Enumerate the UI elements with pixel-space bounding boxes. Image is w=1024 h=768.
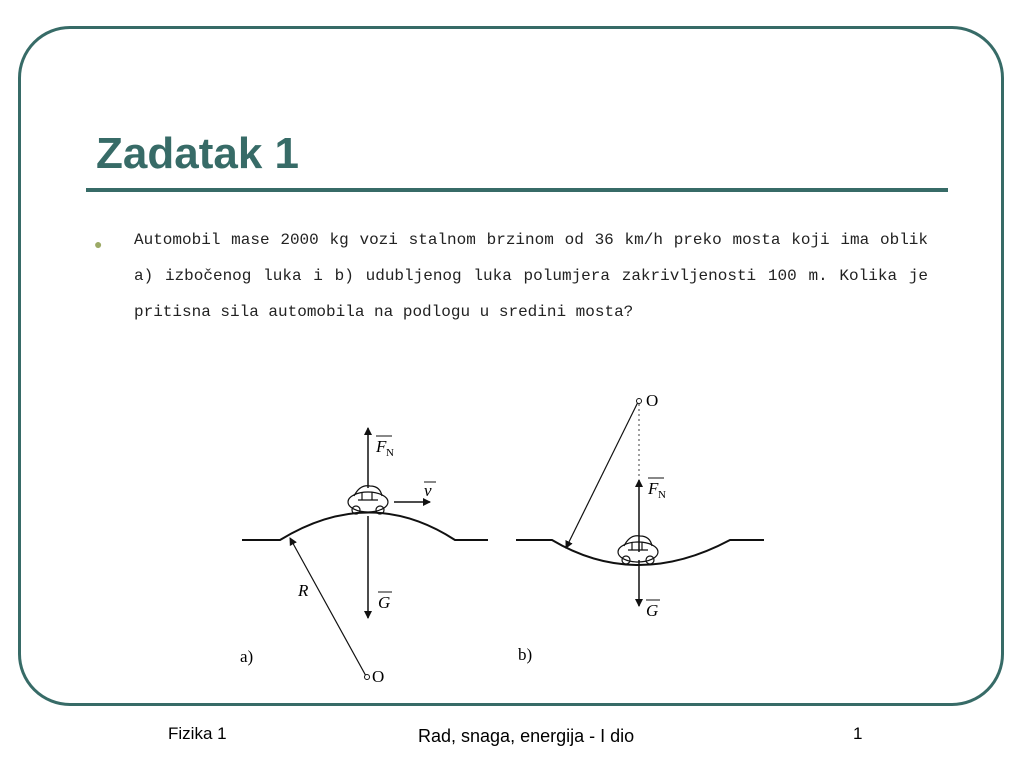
panel-a — [240, 428, 488, 686]
panel-label-b: b) — [518, 645, 533, 664]
panel-b — [516, 391, 764, 664]
convex-bridge-road — [242, 513, 488, 541]
slide-title: Zadatak 1 — [96, 129, 299, 178]
center-label-a: O — [372, 667, 385, 686]
weight-label-a: G — [378, 593, 391, 612]
normal-force-label-a: F — [376, 437, 387, 456]
footer-course: Fizika 1 — [168, 724, 227, 743]
panel-label-a: a) — [240, 647, 254, 666]
radius-line-a — [290, 538, 366, 676]
radius-line-b — [566, 402, 638, 548]
weight-label-b: G — [646, 601, 659, 620]
car-icon — [618, 536, 658, 564]
velocity-label-a: v — [424, 481, 432, 500]
radius-label: R — [298, 581, 309, 600]
normal-force-label-b: F — [648, 479, 659, 498]
footer-topic: Rad, snaga, energija - I dio — [418, 726, 635, 746]
concave-bridge-road — [516, 540, 764, 565]
bridge-diagram — [230, 380, 790, 690]
footer-page-number: 1 — [853, 724, 863, 743]
center-label-b: O — [646, 391, 659, 410]
normal-force-sub-b: N — [658, 489, 666, 501]
problem-text: Automobil mase 2000 kg vozi stalnom brzinom od 36 km/h preko mosta koji ima oblik a) izbočenog luka i b) udubljenog luka polumjera zakrivljenosti 100 m. Kolika je pritisna sila automobila na podlogu u sredini mosta? — [134, 231, 928, 321]
normal-force-sub-a: N — [386, 447, 394, 459]
bullet-dot-icon: ● — [94, 236, 103, 252]
center-point-b — [637, 399, 642, 404]
center-point-a — [365, 675, 370, 680]
car-icon — [348, 486, 388, 514]
title-underline — [86, 188, 948, 192]
